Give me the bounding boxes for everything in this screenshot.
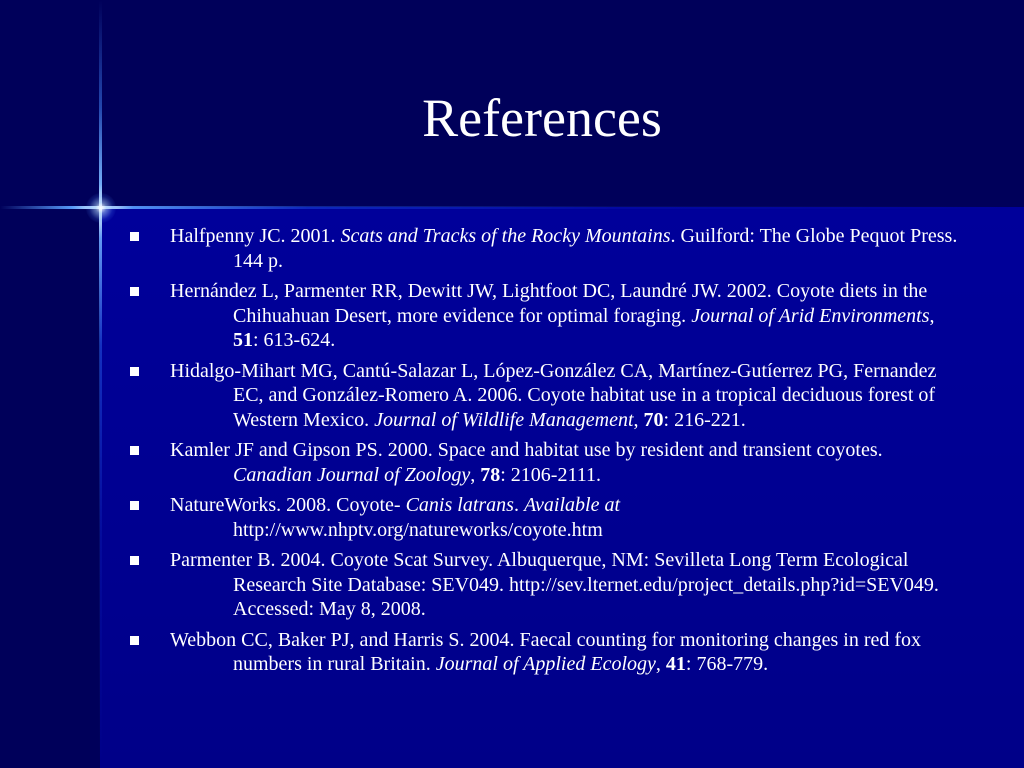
reference-available-at: Available at <box>523 494 621 516</box>
reference-volume: 51 <box>233 329 253 351</box>
reference-item <box>128 279 958 353</box>
square-bullet-icon <box>130 367 139 376</box>
reference-journal-title: Canadian Journal of Zoology <box>233 463 471 486</box>
reference-separator: , <box>655 653 666 675</box>
square-bullet-icon <box>130 232 139 241</box>
reference-volume: 41 <box>665 653 686 675</box>
reference-pages: : 768-779. <box>685 653 769 675</box>
reference-journal-title: Journal of Arid Environments <box>691 304 930 327</box>
reference-pages: : 2106-2111. <box>500 463 601 486</box>
reference-authors-text: Hernández L, Parmenter RR, Dewitt JW, Lightfoot DC, Laundré JW. 2002. Coyote diets in the Chihuahuan Desert, more evidence for optimal foraging. <box>170 280 928 327</box>
reference-full-text: Parmenter B. 2004. Coyote Scat Survey. Albuquerque, NM: Sevilleta Long Term Ecological Research Site Database: SEV049. http://sev.lternet.edu/project_details.php?id=SEV049. Accessed: May 8, 2008. <box>170 549 939 620</box>
reference-book-title: Scats and Tracks of the Rocky Mountains <box>340 225 671 247</box>
reference-url: http://www.nhptv.org/natureworks/coyote.htm <box>233 518 603 541</box>
reference-pages: : 613-624. <box>253 329 336 351</box>
reference-volume: 78 <box>480 463 501 486</box>
reference-separator: . <box>513 494 524 516</box>
reference-authors-text: Kamler JF and Gipson PS. 2000. Space and habitat use by resident and transient coyotes. <box>170 439 883 461</box>
reference-authors-text: NatureWorks. 2008. Coyote- <box>170 494 406 516</box>
left-band <box>0 0 100 768</box>
reference-authors-text: Halfpenny JC. 2001. <box>170 225 341 247</box>
reference-pages: : 216-221. <box>663 408 746 431</box>
reference-item <box>128 493 958 542</box>
reference-volume: 70 <box>643 408 664 431</box>
reference-item <box>128 628 958 677</box>
reference-item <box>128 438 958 487</box>
reference-authors-text: Webbon CC, Baker PJ, and Harris S. 2004. Faecal counting for monitoring changes in red fox numbers in rural Britain. <box>170 628 922 675</box>
references-list <box>128 224 958 683</box>
square-bullet-icon <box>130 287 139 296</box>
reference-authors-text: Hidalgo-Mihart MG, Cantú-Salazar L, López-González CA, Martínez-Gutíerrez PG, Fernandez EC, and González-Romero A. 2006. Coyote habitat use in a tropical deciduous forest of Western Mexico. <box>170 359 937 431</box>
reference-separator: , <box>633 408 644 431</box>
reference-journal-title: Journal of Wildlife Management <box>374 408 634 431</box>
reference-item <box>128 548 958 622</box>
reference-item <box>128 359 958 433</box>
reference-journal-title: Journal of Applied Ecology <box>435 653 656 675</box>
slide-title: References <box>422 88 662 148</box>
reference-item <box>128 224 958 273</box>
square-bullet-icon <box>130 501 139 510</box>
reference-publisher-text: . Guilford: The Globe Pequot Press. 144 p. <box>233 225 958 272</box>
light-flare-glow <box>86 193 116 223</box>
reference-separator: , <box>470 463 481 486</box>
square-bullet-icon <box>130 556 139 565</box>
reference-separator: , <box>929 304 935 327</box>
square-bullet-icon <box>130 446 139 455</box>
light-flare-horizontal <box>0 206 1024 209</box>
reference-species-name: Canis latrans <box>405 494 514 516</box>
square-bullet-icon <box>130 636 139 645</box>
